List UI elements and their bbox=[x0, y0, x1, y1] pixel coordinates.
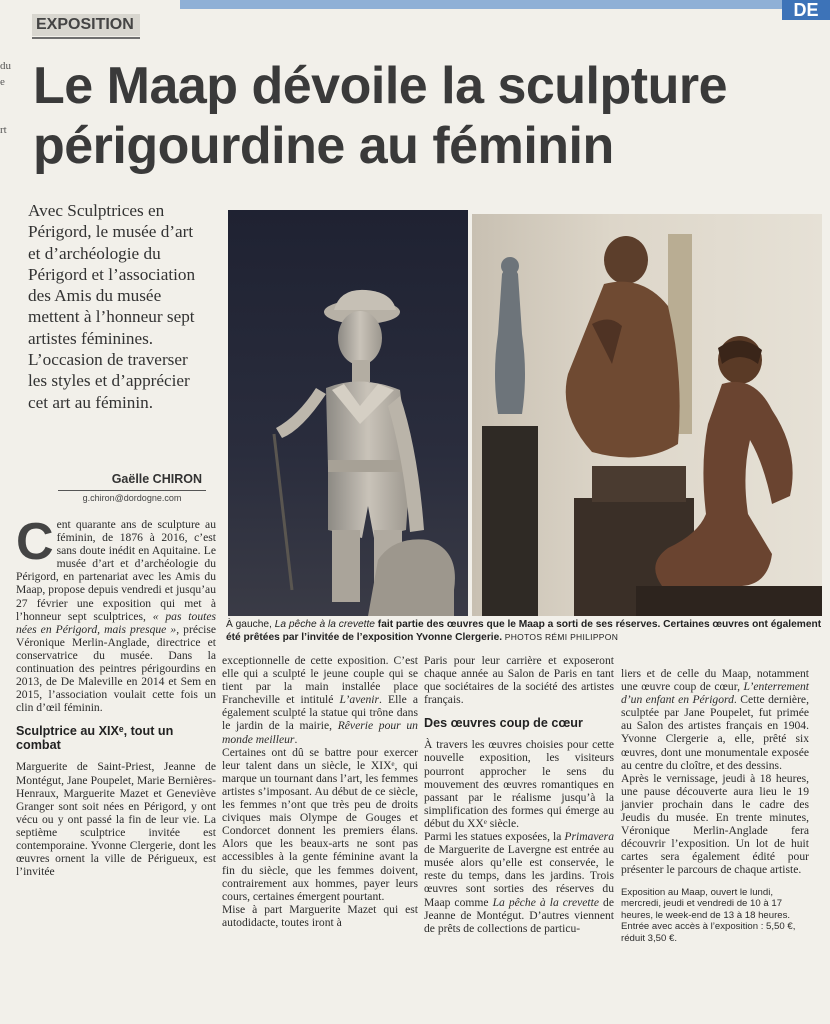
paragraph: Cent quarante ans de sculpture au féminin, de 1876 à 2016, c’est sans doute inédit en Aquitaine. Le musée d’art et d’archéologie du Périgord, en partenariat avec les Amis du Maap, propose depuis vendredi et jusqu’au 27 février une exposition qui met à l’honneur sept sculptrices, « pas toutes nées en Périgord, mais presque », précise Véronique Merlin-Anglade, directrice et conservatrice du musée. Dans la continuation des peintres périgourdins en 2013, de De Maleville en 2014 et Sem en 2015, l’association voulait cette fois un clin d’œil féminin. bbox=[16, 513, 216, 715]
bronze-sculptures-illustration bbox=[472, 214, 822, 616]
paragraph: Mise à part Marguerite Mazet qui est autodidacte, toutes iront à bbox=[222, 902, 418, 929]
subheading: Des œuvres coup de cœur bbox=[424, 716, 583, 731]
paragraph: liers et de celle du Maap, notamment une œuvre coup de cœur, L’enterrement d’un enfant en Périgord. Cette dernière, sculptée par Jane Poupelet, fut primée au Salon des artistes français en 1904. Yvonne Clergerie a, elle, prêté six œuvres, dont une monumentale exposée au centre du cloître, et des dessins. bbox=[621, 667, 809, 772]
top-color-band bbox=[180, 0, 830, 9]
section-rubric: EXPOSITION bbox=[32, 14, 140, 36]
photo-credit: PHOTOS RÉMI PHILIPPON bbox=[502, 632, 619, 642]
drop-cap: C bbox=[16, 513, 54, 571]
paragraph: Marguerite de Saint-Priest, Jeanne de Montégut, Jane Poupelet, Marie Bernières-Henraux, Marguerite Mazet et Geneviève Granger sont soit nées en Périgord, y ont vécu ou y ont passé la fin de leur vie. La septième sculptrice invitée est contemporaine. Yvonne Clergerie, dont les œuvres ornent la ville de Périgueux, est l’invitée bbox=[16, 760, 216, 879]
adjacent-column-edge: du e rt bbox=[0, 60, 11, 136]
headline bbox=[33, 56, 823, 176]
paragraph: Certaines ont dû se battre pour exercer leur talent dans un siècle, le XIXᵉ, qui marque un tournant dans l’art, les femmes artistes s’imposant. Au début de ce siècle, les femmes n’ont que très peu de droits civiques mais Olympe de Gouges et Condorcet donnent les premiers élans. Alors que les beaux-arts ne sont pas accessibles à la gente féminine avant la fin du siècle, que les femmes doivent, contrairement aux hommes, payer leurs cours, certaines émergent pourtant. bbox=[222, 745, 418, 903]
article-column-2 bbox=[222, 654, 418, 929]
headline-line-2: périgourdine au féminin bbox=[33, 117, 614, 175]
byline-rule bbox=[58, 490, 206, 491]
paragraph: Paris pour leur carrière et exposeront chaque année au Salon de Paris en tant que sociétaires de la société des artistes français. bbox=[424, 654, 614, 707]
article-column-4 bbox=[621, 667, 809, 944]
standfirst: Avec Sculptrices en Périgord, le musée d’art et d’archéologie du Périgord et l’association des Amis du musée mettent à l’honneur sept artistes féminines. L’occasion de traverser les styles et d’apprécier cet art au féminin. bbox=[28, 201, 196, 412]
photo-caption: À gauche, La pêche à la crevette fait partie des œuvres que le Maap a sorti de ses réserves. Certaines œuvres ont également été prêtées par l’invitée de l’exposition Yvonne Clergerie. PHOTOS RÉMI PHILIPPON bbox=[226, 619, 822, 643]
paragraph: Après le vernissage, jeudi à 18 heures, une pause découverte aura lieu le 19 janvier prochain dans le cadre des Jeudis du musée. En trente minutes, Véronique Merlin-Anglade fera découvrir l’exposition. Un lot de huit cartes sera également édité pour présenter le parcours de chaque artiste. bbox=[621, 771, 809, 877]
article-column-3 bbox=[424, 654, 614, 935]
newspaper-logo-tab: DE bbox=[782, 0, 830, 20]
subheading: Sculptrice au XIXᵉ, tout un combat bbox=[16, 724, 174, 753]
author-name: Gaëlle CHIRON bbox=[111, 472, 202, 486]
paragraph: À travers les œuvres choisies pour cette nouvelle exposition, les visiteurs pourront approcher le sens du mouvement des œuvres romantiques en passant par le réalisme jusqu’à la simplification des formes qui émerge au début du XXᵉ siècle. bbox=[424, 738, 614, 830]
paragraph: Parmi les statues exposées, la Primavera de Marguerite de Lavergne est entrée au musée alors qu’elle est conservée, le reste du temps, dans les jardins. Trois œuvres sont sorties des réserves du Maap comme La pêche à la crevette de Jeanne de Montégut. D’autres viennent de prêts de collections de particu- bbox=[424, 830, 614, 935]
practical-info: Exposition au Maap, ouvert le lundi, mercredi, jeudi et vendredi de 10 à 17 heures, le week-end de 13 à 18 heures. Entrée avec accès à l’exposition : 5,50 €, réduit 3,50 €. bbox=[621, 886, 796, 944]
author-email: g.chiron@dordogne.com bbox=[82, 493, 182, 503]
headline-line-1: Le Maap dévoile la sculpture bbox=[33, 57, 727, 115]
photo-peche-a-la-crevette bbox=[228, 210, 468, 616]
photo-bronze-sculptures bbox=[472, 214, 822, 616]
paragraph: exceptionnelle de cette exposition. C’est elle qui a sculpté le jeune couple qui se tient par la main installée place Francheville et intitulé L’avenir. Elle a également sculpté la statue qui trône dans le jardin de la mairie, Rêverie pour un monde meilleur. bbox=[222, 654, 418, 746]
article-column-1 bbox=[16, 513, 216, 879]
rubric-underline bbox=[32, 37, 140, 39]
sculpture-woman-illustration bbox=[228, 210, 468, 616]
